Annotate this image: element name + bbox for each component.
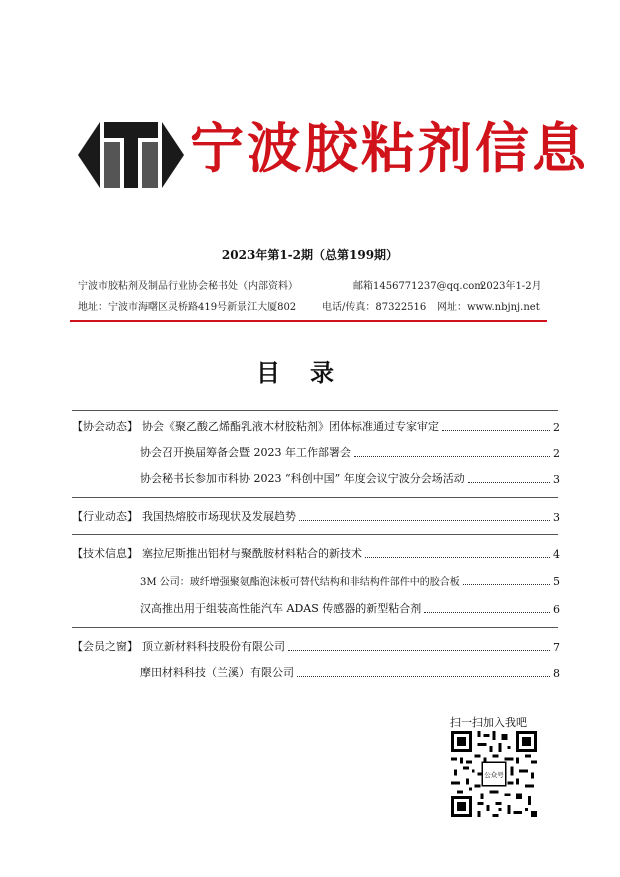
publisher-text: 宁波市胶粘剂及制品行业协会秘书处（内部资料） bbox=[78, 281, 298, 292]
toc-title: 目录 bbox=[256, 359, 364, 387]
address-text: 地址：宁波市海曙区灵桥路419号新景江大厦802 bbox=[78, 302, 297, 313]
toc-entry-title: 3M 公司：玻纤增强聚氨酯泡沫板可替代结构和非结构件部件中的胶合板 bbox=[140, 577, 460, 588]
toc-entry[interactable] bbox=[140, 572, 560, 588]
section-tag: 【会员之窗】 bbox=[72, 640, 138, 653]
toc-page-number: 3 bbox=[553, 511, 560, 524]
toc-page-number: 4 bbox=[553, 548, 560, 561]
toc-page-number: 2 bbox=[553, 421, 560, 434]
toc-page-number: 3 bbox=[553, 473, 560, 486]
divider bbox=[72, 497, 558, 498]
header-divider bbox=[70, 320, 547, 322]
email-text: 邮箱1456771237@qq.com bbox=[353, 281, 484, 292]
toc-page-number: 2 bbox=[553, 447, 560, 460]
toc-entry[interactable] bbox=[140, 600, 560, 616]
website-text: 网址：www.nbjnj.net bbox=[437, 302, 540, 313]
toc-entry[interactable] bbox=[140, 444, 560, 460]
qr-caption: 扫一扫加入我吧 bbox=[450, 716, 527, 729]
phone-text: 电话/传真：87322516 bbox=[322, 302, 427, 313]
toc-entry[interactable] bbox=[140, 664, 560, 680]
leader-dots bbox=[424, 612, 550, 613]
toc-page-number: 8 bbox=[553, 667, 560, 680]
leader-dots bbox=[463, 584, 550, 585]
leader-dots bbox=[442, 430, 550, 431]
qr-code[interactable] bbox=[451, 731, 537, 817]
section-tag: 【行业动态】 bbox=[72, 510, 138, 523]
leader-dots bbox=[354, 456, 550, 457]
toc-entry-title: 我国热熔胶市场现状及发展趋势 bbox=[142, 510, 296, 523]
leader-dots bbox=[299, 520, 550, 521]
leader-dots bbox=[468, 482, 550, 483]
section-tag: 【技术信息】 bbox=[72, 547, 138, 560]
leader-dots bbox=[365, 557, 550, 558]
divider bbox=[72, 410, 558, 411]
toc-page-number: 6 bbox=[553, 603, 560, 616]
toc-entry-title: 顶立新材料科技股份有限公司 bbox=[142, 640, 285, 653]
leader-dots bbox=[297, 676, 550, 677]
toc-entry[interactable] bbox=[72, 508, 560, 524]
issue-number: 2023年第1-2期（总第199期） bbox=[221, 248, 399, 262]
toc-page-number: 7 bbox=[553, 641, 560, 654]
issue-date: 2023年1-2月 bbox=[480, 281, 542, 292]
toc-entry-title: 协会秘书长参加市科协 2023 “科创中国” 年度会议宁波分会场活动 bbox=[140, 472, 465, 485]
toc-entry[interactable] bbox=[72, 418, 560, 434]
toc-entry[interactable] bbox=[140, 470, 560, 486]
toc-page-number: 5 bbox=[553, 575, 560, 588]
divider bbox=[72, 534, 558, 535]
section-tag: 【协会动态】 bbox=[72, 420, 138, 433]
toc-entry-title: 协会《聚乙酸乙烯酯乳液木材胶粘剂》团体标准通过专家审定 bbox=[142, 420, 439, 433]
qr-badge: 公众号 bbox=[484, 771, 504, 780]
toc-entry[interactable] bbox=[72, 638, 560, 654]
toc-entry-title: 协会召开换届筹备会暨 2023 年工作部署会 bbox=[140, 446, 351, 459]
toc-entry[interactable] bbox=[72, 545, 560, 561]
association-logo bbox=[78, 122, 184, 188]
toc-entry-title: 汉高推出用于组装高性能汽车 ADAS 传感器的新型粘合剂 bbox=[140, 602, 422, 615]
divider bbox=[72, 627, 558, 628]
toc-entry-title: 摩田材料科技（兰溪）有限公司 bbox=[140, 666, 294, 679]
leader-dots bbox=[288, 650, 550, 651]
masthead-title: 宁波胶粘剂信息 bbox=[190, 117, 589, 180]
toc-entry-title: 塞拉尼斯推出铝材与聚酰胺材料粘合的新技术 bbox=[142, 547, 362, 560]
